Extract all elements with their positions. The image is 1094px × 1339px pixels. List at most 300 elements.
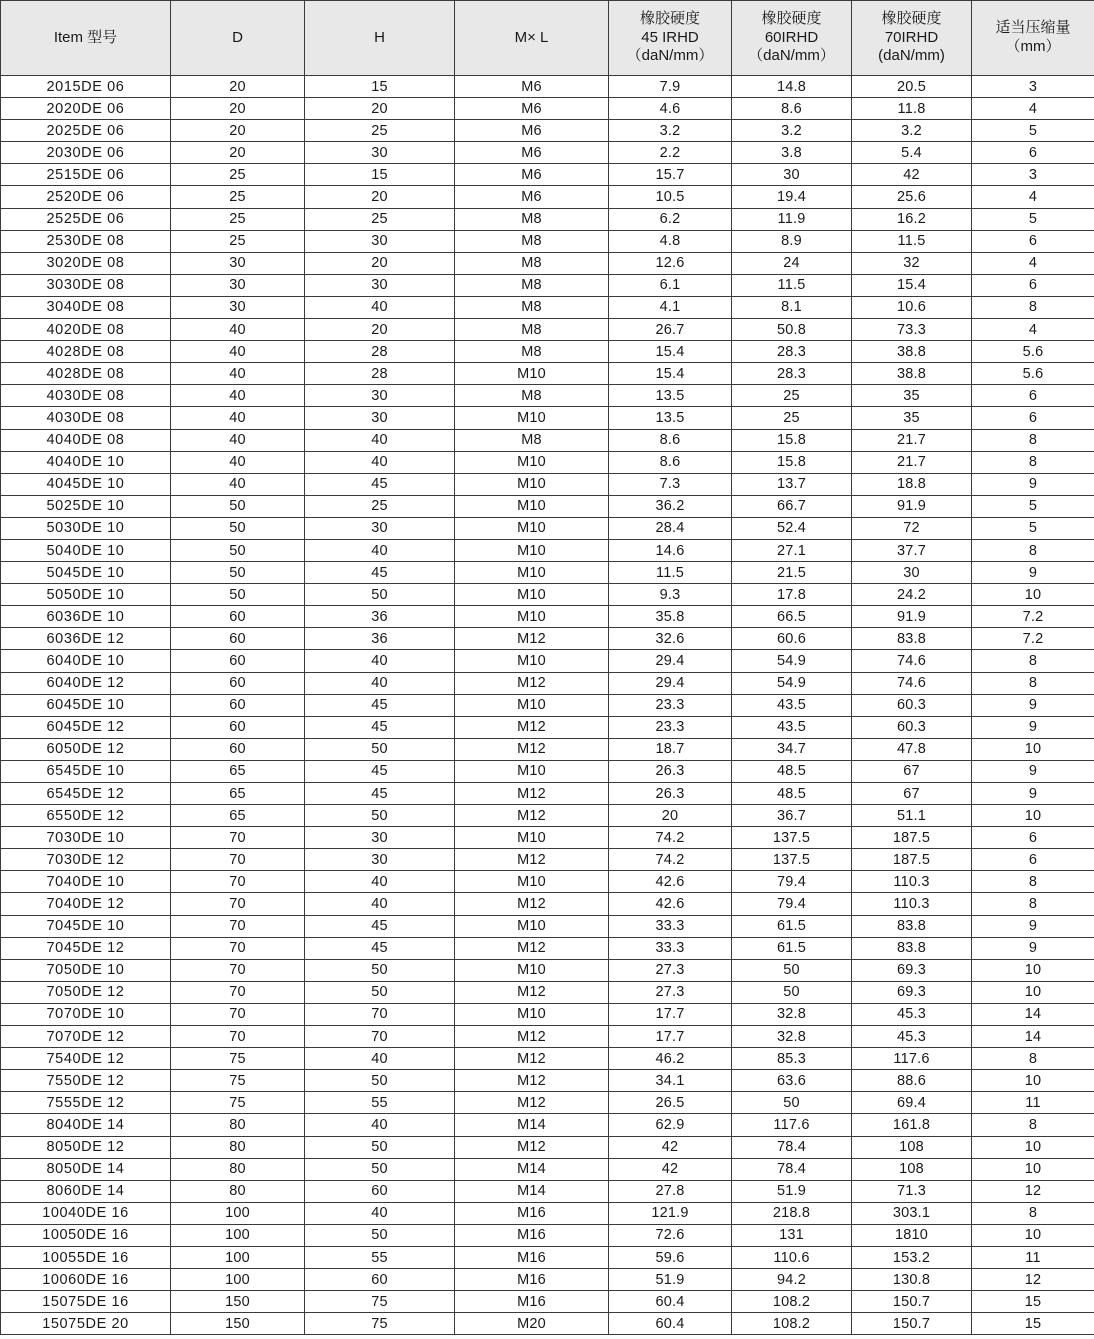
cell-value: 40 <box>171 363 305 385</box>
cell-value: M10 <box>455 827 609 849</box>
cell-item-model: 2515DE 06 <box>1 164 171 186</box>
cell-value: 50 <box>171 584 305 606</box>
cell-value: 52.4 <box>732 517 852 539</box>
cell-value: 30 <box>171 252 305 274</box>
cell-value: M10 <box>455 650 609 672</box>
table-row <box>1 584 1094 606</box>
cell-value: 48.5 <box>732 760 852 782</box>
table-row <box>1 252 1094 274</box>
cell-value: M12 <box>455 1136 609 1158</box>
cell-value: 28.3 <box>732 341 852 363</box>
cell-value: 83.8 <box>852 937 972 959</box>
cell-value: 30 <box>305 385 455 407</box>
table-row <box>1 1246 1094 1268</box>
cell-value: 30 <box>171 274 305 296</box>
cell-item-model: 15075DE 20 <box>1 1313 171 1335</box>
cell-value: 25 <box>305 495 455 517</box>
cell-value: 10 <box>972 981 1094 1003</box>
cell-value: 20 <box>171 142 305 164</box>
cell-item-model: 8050DE 14 <box>1 1158 171 1180</box>
cell-value: M16 <box>455 1291 609 1313</box>
cell-value: 15 <box>972 1313 1094 1335</box>
table-row <box>1 915 1094 937</box>
column-header-line: 60IRHD <box>764 28 819 46</box>
cell-value: 20 <box>305 98 455 120</box>
cell-value: 3.2 <box>852 120 972 142</box>
cell-value: 50 <box>732 959 852 981</box>
cell-value: 42 <box>852 164 972 186</box>
cell-value: 70 <box>171 981 305 1003</box>
cell-value: 3 <box>972 164 1094 186</box>
table-row <box>1 1180 1094 1202</box>
cell-value: 5 <box>972 208 1094 230</box>
cell-value: M12 <box>455 1048 609 1070</box>
cell-value: 69.3 <box>852 981 972 1003</box>
cell-value: 20 <box>305 186 455 208</box>
cell-value: 45.3 <box>852 1003 972 1025</box>
cell-value: 20 <box>305 319 455 341</box>
cell-value: 60 <box>171 738 305 760</box>
cell-value: 121.9 <box>609 1202 732 1224</box>
cell-value: 108 <box>852 1158 972 1180</box>
cell-value: 5.4 <box>852 142 972 164</box>
cell-value: 9 <box>972 716 1094 738</box>
cell-value: M12 <box>455 805 609 827</box>
cell-value: 7.9 <box>609 76 732 98</box>
table-header <box>1 1 1094 76</box>
cell-value: 62.9 <box>609 1114 732 1136</box>
cell-value: 50 <box>171 539 305 561</box>
cell-value: 60.6 <box>732 628 852 650</box>
cell-value: 25.6 <box>852 186 972 208</box>
cell-value: 218.8 <box>732 1202 852 1224</box>
cell-value: 20.5 <box>852 76 972 98</box>
column-header-line: D <box>232 28 243 46</box>
column-header-line: 橡胶硬度 <box>881 9 942 27</box>
cell-value: 74.2 <box>609 827 732 849</box>
column-header-line: （daN/mm） <box>748 47 835 65</box>
cell-value: 50 <box>305 981 455 1003</box>
table-row <box>1 451 1094 473</box>
table-row <box>1 1070 1094 1092</box>
cell-value: 50 <box>305 1158 455 1180</box>
cell-value: 25 <box>171 164 305 186</box>
cell-value: 13.5 <box>609 407 732 429</box>
cell-value: 45 <box>305 915 455 937</box>
column-header-1 <box>171 1 305 76</box>
cell-item-model: 6040DE 10 <box>1 650 171 672</box>
cell-value: 33.3 <box>609 915 732 937</box>
cell-value: 60 <box>171 606 305 628</box>
cell-item-model: 8060DE 14 <box>1 1180 171 1202</box>
column-header-line: 适当压缩量 <box>995 19 1071 37</box>
table-row <box>1 628 1094 650</box>
column-header-2 <box>305 1 455 76</box>
cell-value: 34.1 <box>609 1070 732 1092</box>
cell-value: 13.7 <box>732 473 852 495</box>
cell-value: 4 <box>972 98 1094 120</box>
cell-item-model: 6550DE 12 <box>1 805 171 827</box>
cell-value: 40 <box>305 539 455 561</box>
cell-value: 30 <box>305 407 455 429</box>
cell-value: 30 <box>305 274 455 296</box>
cell-value: 50 <box>305 959 455 981</box>
cell-item-model: 8040DE 14 <box>1 1114 171 1136</box>
cell-value: 8.9 <box>732 230 852 252</box>
cell-value: 50 <box>305 1070 455 1092</box>
cell-value: 50 <box>305 738 455 760</box>
cell-value: 9 <box>972 915 1094 937</box>
table-row <box>1 1026 1094 1048</box>
cell-value: 45 <box>305 473 455 495</box>
cell-value: 24 <box>732 252 852 274</box>
table-row <box>1 1202 1094 1224</box>
cell-value: 11 <box>972 1092 1094 1114</box>
table-row <box>1 672 1094 694</box>
cell-value: 70 <box>171 849 305 871</box>
cell-value: 8.1 <box>732 296 852 318</box>
cell-value: M16 <box>455 1202 609 1224</box>
cell-value: 17.7 <box>609 1026 732 1048</box>
cell-value: 108 <box>852 1136 972 1158</box>
cell-value: 85.3 <box>732 1048 852 1070</box>
cell-value: 75 <box>171 1070 305 1092</box>
cell-value: M8 <box>455 252 609 274</box>
table-row <box>1 296 1094 318</box>
cell-value: 40 <box>305 1048 455 1070</box>
cell-value: M6 <box>455 98 609 120</box>
cell-value: 11.8 <box>852 98 972 120</box>
cell-item-model: 7045DE 12 <box>1 937 171 959</box>
column-header-6 <box>852 1 972 76</box>
cell-value: 40 <box>305 429 455 451</box>
cell-value: 108.2 <box>732 1313 852 1335</box>
cell-item-model: 10060DE 16 <box>1 1269 171 1291</box>
cell-value: 6 <box>972 385 1094 407</box>
cell-value: 29.4 <box>609 672 732 694</box>
cell-value: 35 <box>852 407 972 429</box>
cell-value: M10 <box>455 760 609 782</box>
cell-value: 3.2 <box>732 120 852 142</box>
cell-value: 19.4 <box>732 186 852 208</box>
cell-value: 8 <box>972 1202 1094 1224</box>
cell-value: 13.5 <box>609 385 732 407</box>
cell-value: 83.8 <box>852 915 972 937</box>
cell-value: M8 <box>455 230 609 252</box>
cell-value: 50 <box>732 1092 852 1114</box>
table-row <box>1 893 1094 915</box>
cell-value: 8 <box>972 539 1094 561</box>
cell-value: 60.3 <box>852 716 972 738</box>
cell-item-model: 4045DE 10 <box>1 473 171 495</box>
cell-value: 110.3 <box>852 893 972 915</box>
table-row <box>1 1269 1094 1291</box>
cell-value: 30 <box>305 230 455 252</box>
cell-value: 8 <box>972 451 1094 473</box>
cell-value: 8.6 <box>609 451 732 473</box>
table-row <box>1 1158 1094 1180</box>
cell-value: M8 <box>455 341 609 363</box>
cell-value: 20 <box>609 805 732 827</box>
table-row <box>1 849 1094 871</box>
cell-value: 75 <box>171 1092 305 1114</box>
cell-value: 8.6 <box>732 98 852 120</box>
table-row <box>1 495 1094 517</box>
cell-value: M8 <box>455 385 609 407</box>
cell-value: 5.6 <box>972 341 1094 363</box>
cell-value: 10 <box>972 738 1094 760</box>
cell-value: 100 <box>171 1224 305 1246</box>
cell-value: 9 <box>972 760 1094 782</box>
cell-value: 40 <box>171 407 305 429</box>
cell-value: M8 <box>455 208 609 230</box>
cell-value: 60 <box>171 694 305 716</box>
cell-value: 4 <box>972 319 1094 341</box>
cell-value: 70 <box>171 871 305 893</box>
cell-value: 46.2 <box>609 1048 732 1070</box>
cell-value: 51.9 <box>732 1180 852 1202</box>
table-row <box>1 76 1094 98</box>
cell-item-model: 2015DE 06 <box>1 76 171 98</box>
cell-value: M6 <box>455 76 609 98</box>
cell-item-model: 4030DE 08 <box>1 407 171 429</box>
cell-value: 21.7 <box>852 451 972 473</box>
cell-value: 51.1 <box>852 805 972 827</box>
cell-value: 14 <box>972 1026 1094 1048</box>
cell-value: 65 <box>171 783 305 805</box>
cell-value: 80 <box>171 1180 305 1202</box>
cell-value: 5 <box>972 495 1094 517</box>
cell-value: 21.7 <box>852 429 972 451</box>
table-row <box>1 562 1094 584</box>
table-row <box>1 1048 1094 1070</box>
table-row <box>1 319 1094 341</box>
cell-value: 10 <box>972 1070 1094 1092</box>
table-row <box>1 274 1094 296</box>
cell-value: 150.7 <box>852 1291 972 1313</box>
cell-value: 55 <box>305 1246 455 1268</box>
cell-value: M16 <box>455 1224 609 1246</box>
column-header-line: 橡胶硬度 <box>761 9 822 27</box>
cell-value: 10.6 <box>852 296 972 318</box>
cell-value: 30 <box>305 827 455 849</box>
cell-value: 4 <box>972 186 1094 208</box>
cell-value: 15.4 <box>852 274 972 296</box>
column-header-3 <box>455 1 609 76</box>
cell-value: 74.6 <box>852 650 972 672</box>
cell-value: 8 <box>972 672 1094 694</box>
table-row <box>1 650 1094 672</box>
cell-value: 51.9 <box>609 1269 732 1291</box>
cell-item-model: 4028DE 08 <box>1 341 171 363</box>
cell-value: 8 <box>972 871 1094 893</box>
cell-value: 28 <box>305 363 455 385</box>
cell-value: 30 <box>305 517 455 539</box>
cell-value: M14 <box>455 1114 609 1136</box>
cell-value: 20 <box>171 76 305 98</box>
cell-value: 16.2 <box>852 208 972 230</box>
cell-item-model: 7050DE 10 <box>1 959 171 981</box>
cell-value: 45 <box>305 694 455 716</box>
table-row <box>1 827 1094 849</box>
cell-value: 45.3 <box>852 1026 972 1048</box>
cell-value: 2.2 <box>609 142 732 164</box>
cell-value: M10 <box>455 363 609 385</box>
cell-value: 60 <box>171 716 305 738</box>
table-row <box>1 429 1094 451</box>
cell-value: 60.4 <box>609 1313 732 1335</box>
cell-value: 40 <box>171 429 305 451</box>
cell-value: M6 <box>455 142 609 164</box>
cell-item-model: 3020DE 08 <box>1 252 171 274</box>
cell-value: 15 <box>305 76 455 98</box>
cell-item-model: 2520DE 06 <box>1 186 171 208</box>
cell-item-model: 2030DE 06 <box>1 142 171 164</box>
cell-value: 25 <box>171 230 305 252</box>
cell-value: 50 <box>171 495 305 517</box>
cell-value: M12 <box>455 672 609 694</box>
cell-item-model: 7045DE 10 <box>1 915 171 937</box>
cell-value: M10 <box>455 451 609 473</box>
table-row <box>1 230 1094 252</box>
cell-value: 35 <box>852 385 972 407</box>
cell-value: 66.7 <box>732 495 852 517</box>
cell-value: M14 <box>455 1158 609 1180</box>
column-header-line: Item 型号 <box>53 28 118 46</box>
table-row <box>1 694 1094 716</box>
cell-value: 50 <box>305 584 455 606</box>
cell-value: 24.2 <box>852 584 972 606</box>
table-row <box>1 871 1094 893</box>
cell-value: 83.8 <box>852 628 972 650</box>
column-header-line: 橡胶硬度 <box>639 9 700 27</box>
cell-value: 43.5 <box>732 716 852 738</box>
cell-value: 15.8 <box>732 451 852 473</box>
cell-value: M12 <box>455 716 609 738</box>
table-row <box>1 606 1094 628</box>
column-header-line: (daN/mm) <box>878 47 945 65</box>
cell-item-model: 7540DE 12 <box>1 1048 171 1070</box>
table-row <box>1 1291 1094 1313</box>
cell-value: M10 <box>455 871 609 893</box>
column-header-line: M× L <box>514 28 549 46</box>
cell-value: 59.6 <box>609 1246 732 1268</box>
cell-value: 45 <box>305 760 455 782</box>
cell-value: 40 <box>305 451 455 473</box>
table-row <box>1 186 1094 208</box>
cell-value: 71.3 <box>852 1180 972 1202</box>
cell-value: 65 <box>171 805 305 827</box>
cell-value: M10 <box>455 959 609 981</box>
column-header-line: （daN/mm） <box>626 47 714 65</box>
cell-value: M16 <box>455 1246 609 1268</box>
cell-value: 6 <box>972 230 1094 252</box>
cell-value: 69.4 <box>852 1092 972 1114</box>
cell-value: 36.2 <box>609 495 732 517</box>
cell-value: 67 <box>852 783 972 805</box>
cell-value: 25 <box>171 208 305 230</box>
cell-value: 72 <box>852 517 972 539</box>
cell-value: 79.4 <box>732 871 852 893</box>
cell-value: 6 <box>972 142 1094 164</box>
cell-value: 25 <box>305 208 455 230</box>
cell-item-model: 10050DE 16 <box>1 1224 171 1246</box>
cell-value: M8 <box>455 274 609 296</box>
cell-value: M8 <box>455 429 609 451</box>
table-row <box>1 98 1094 120</box>
cell-value: M8 <box>455 296 609 318</box>
cell-value: 21.5 <box>732 562 852 584</box>
cell-value: M12 <box>455 893 609 915</box>
table-row <box>1 1313 1094 1335</box>
cell-item-model: 6545DE 10 <box>1 760 171 782</box>
cell-value: 10 <box>972 584 1094 606</box>
cell-value: 40 <box>305 871 455 893</box>
cell-value: 150 <box>171 1291 305 1313</box>
cell-value: 14.6 <box>609 539 732 561</box>
cell-item-model: 7070DE 10 <box>1 1003 171 1025</box>
cell-value: 32 <box>852 252 972 274</box>
cell-value: 40 <box>305 672 455 694</box>
cell-value: 26.3 <box>609 760 732 782</box>
cell-value: 80 <box>171 1114 305 1136</box>
cell-value: 15 <box>305 164 455 186</box>
cell-value: 54.9 <box>732 672 852 694</box>
cell-value: 130.8 <box>852 1269 972 1291</box>
cell-item-model: 15075DE 16 <box>1 1291 171 1313</box>
cell-value: 23.3 <box>609 694 732 716</box>
table-row <box>1 981 1094 1003</box>
cell-item-model: 6036DE 12 <box>1 628 171 650</box>
cell-item-model: 7070DE 12 <box>1 1026 171 1048</box>
cell-value: 6 <box>972 827 1094 849</box>
cell-value: 30 <box>305 849 455 871</box>
cell-value: 5 <box>972 517 1094 539</box>
cell-value: 12.6 <box>609 252 732 274</box>
cell-value: 38.8 <box>852 341 972 363</box>
cell-value: 40 <box>305 650 455 672</box>
cell-value: 50.8 <box>732 319 852 341</box>
cell-value: 42.6 <box>609 871 732 893</box>
cell-value: 80 <box>171 1158 305 1180</box>
cell-value: M12 <box>455 628 609 650</box>
cell-value: 91.9 <box>852 606 972 628</box>
cell-value: 15 <box>972 1291 1094 1313</box>
cell-value: 33.3 <box>609 937 732 959</box>
table-row <box>1 341 1094 363</box>
cell-value: 25 <box>732 385 852 407</box>
cell-item-model: 2525DE 06 <box>1 208 171 230</box>
table-row <box>1 142 1094 164</box>
table-row <box>1 385 1094 407</box>
cell-value: 32.6 <box>609 628 732 650</box>
cell-value: 40 <box>171 451 305 473</box>
table-body <box>1 76 1094 1335</box>
cell-value: M10 <box>455 1003 609 1025</box>
table-row <box>1 1136 1094 1158</box>
cell-value: 73.3 <box>852 319 972 341</box>
cell-value: M12 <box>455 1070 609 1092</box>
cell-value: 28.3 <box>732 363 852 385</box>
cell-value: 17.8 <box>732 584 852 606</box>
cell-value: 60 <box>171 672 305 694</box>
cell-value: 40 <box>305 1114 455 1136</box>
table-row <box>1 805 1094 827</box>
cell-value: 18.7 <box>609 738 732 760</box>
cell-value: 27.8 <box>609 1180 732 1202</box>
table-row <box>1 120 1094 142</box>
cell-value: 70 <box>171 893 305 915</box>
